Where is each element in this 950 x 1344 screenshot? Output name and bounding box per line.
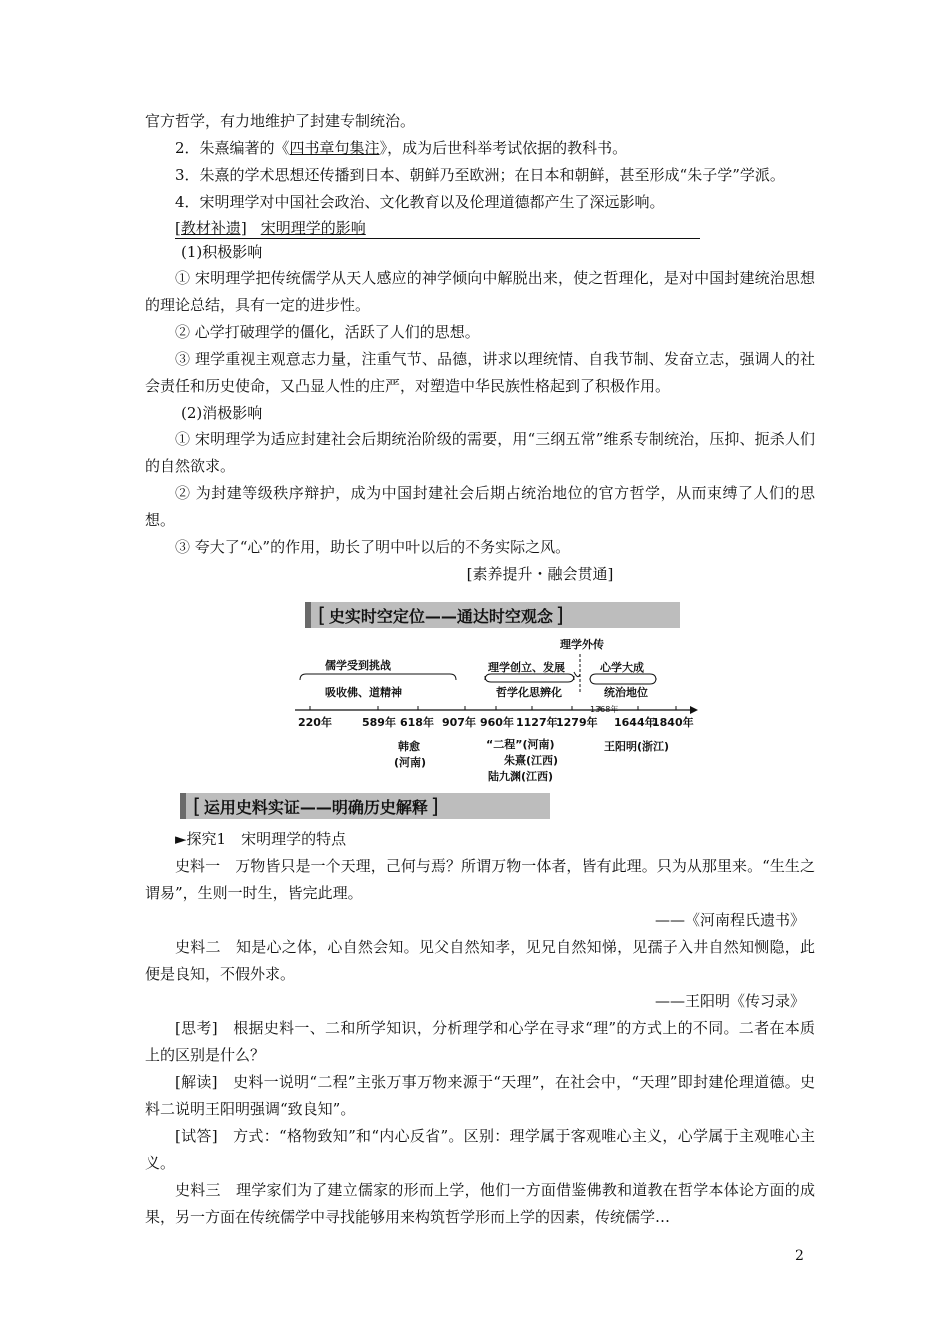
supplement-title: 宋明理学的影响: [260, 219, 366, 237]
timeline-person: 韩愈: [398, 740, 420, 753]
negative-heading: (2)消极影响: [181, 404, 263, 422]
book-title: 四书章句集注: [289, 139, 380, 157]
timeline-label: 统治地位: [604, 686, 648, 699]
positive-heading: (1)积极影响: [181, 243, 263, 261]
timeline-person: “二程”(河南): [486, 738, 555, 751]
paragraph: 4．宋明理学对中国社会政治、文化教育以及伦理道德都产生了深远影响。: [175, 193, 665, 211]
timeline-person: 朱熹(江西): [504, 754, 559, 767]
timeline-year: 618年: [400, 716, 434, 729]
timeline-label: 儒学受到挑战: [325, 659, 391, 672]
page-number: 2: [795, 1248, 804, 1264]
timeline-label: 哲学化思辨化: [496, 686, 562, 699]
timeline-year: 960年: [480, 716, 514, 729]
banner-evidence: [ 运用史料实证——明确历史解释 ]: [180, 793, 550, 819]
paragraph: ③ 理学重视主观意志力量，注重气节、品德，讲求以理统情、自我节制、发奋立志，强调人的社会责任和历史使命，又凸显人性的庄严，对塑造中华民族性格起到了积极作用。: [145, 350, 815, 395]
timeline-label: 理学外传: [560, 638, 604, 651]
timeline-year: 1279年: [556, 716, 598, 729]
interpretation: [解读] 史料一说明“二程”主张万事万物来源于“天理”，在社会中，“天理”即封建伦理道德。史料二说明王阳明强调“致良知”。: [145, 1073, 815, 1118]
timeline-person: 王阳明(浙江): [604, 740, 670, 753]
paragraph: ② 心学打破理学的僵化，活跃了人们的思想。: [175, 323, 480, 341]
material-2: 史料二 知是心之体，心自然会知。见父自然知孝，见兄自然知悌，见孺子入井自然知恻隐，此便是良知，不假外求。: [145, 938, 815, 983]
paragraph: ③ 夸大了“心”的作用，助长了明中叶以后的不务实际之风。: [175, 538, 571, 556]
supplement-header: [175, 216, 700, 239]
paragraph: ① 宋明理学把传统儒学从天人感应的神学倾向中解脱出来，使之哲理化，是对中国封建统治思想的理论总结，具有一定的进步性。: [145, 269, 815, 314]
timeline-label: 吸收佛、道精神: [325, 686, 402, 699]
timeline-label: 心学大成: [600, 661, 644, 674]
page-body: [145, 108, 815, 588]
material-1-source: ——《河南程氏遗书》: [654, 911, 805, 929]
timeline-year: 220年: [298, 716, 332, 729]
paragraph: 3．朱熹的学术思想还传播到日本、朝鲜乃至欧洲；在日本和朝鲜，甚至形成“朱子学”学派。: [175, 166, 785, 184]
think-question: [思考] 根据史料一、二和所学知识，分析理学和心学在寻求“理”的方式上的不同。二者在本质上的区别是什么？: [145, 1019, 815, 1064]
paragraph: ② 为封建等级秩序辩护，成为中国封建社会后期占统治地位的官方哲学，从而束缚了人们的思想。: [145, 484, 815, 529]
material-2-source: ——王阳明《传习录》: [654, 992, 805, 1010]
material-1: 史料一 万物皆只是一个天理，己何与焉？所谓万物一体者，皆有此理。只为从那里来。“生生之谓易”，生则一时生，皆完此理。: [145, 857, 815, 902]
timeline-year: 1127年: [516, 716, 558, 729]
timeline-year: 589年: [362, 716, 396, 729]
trial-answer: [试答] 方式：“格物致知”和“内心反省”。区别：理学属于客观唯心主义，心学属于主观唯心主义。: [145, 1127, 815, 1172]
timeline-svg: [290, 632, 710, 782]
inquiry-title: ►探究1 宋明理学的特点: [175, 830, 347, 848]
timeline-year: 907年: [442, 716, 476, 729]
timeline-year: 1644年: [614, 716, 656, 729]
inquiry-section: [145, 826, 815, 1231]
timeline-label: 理学创立、发展: [488, 661, 565, 674]
timeline-year: 1840年: [652, 716, 694, 729]
timeline-person: (河南): [394, 756, 427, 769]
timeline-person: 陆九渊(江西): [488, 770, 554, 783]
timeline-year: 1368年: [590, 705, 619, 714]
timeline-diagram: [290, 632, 710, 782]
paragraph: ① 宋明理学为适应封建社会后期统治阶级的需要，用“三纲五常”维系专制统治，压抑、扼杀人们的自然欲求。: [145, 430, 815, 475]
section-heading: [素养提升・融会贯通]: [466, 565, 614, 583]
supplement-tag: [教材补遗]: [175, 219, 247, 237]
paragraph: 2．朱熹编著的《四书章句集注》，成为后世科举考试依据的教科书。: [175, 139, 628, 157]
paragraph: 官方哲学，有力地维护了封建专制统治。: [145, 112, 416, 130]
banner-timeline: [ 史实时空定位——通达时空观念 ]: [305, 602, 680, 628]
material-3: 史料三 理学家们为了建立儒家的形而上学，他们一方面借鉴佛教和道教在哲学本体论方面的成果，另一方面在传统儒学中寻找能够用来构筑哲学形而上学的因素，传统儒学…: [145, 1181, 815, 1226]
